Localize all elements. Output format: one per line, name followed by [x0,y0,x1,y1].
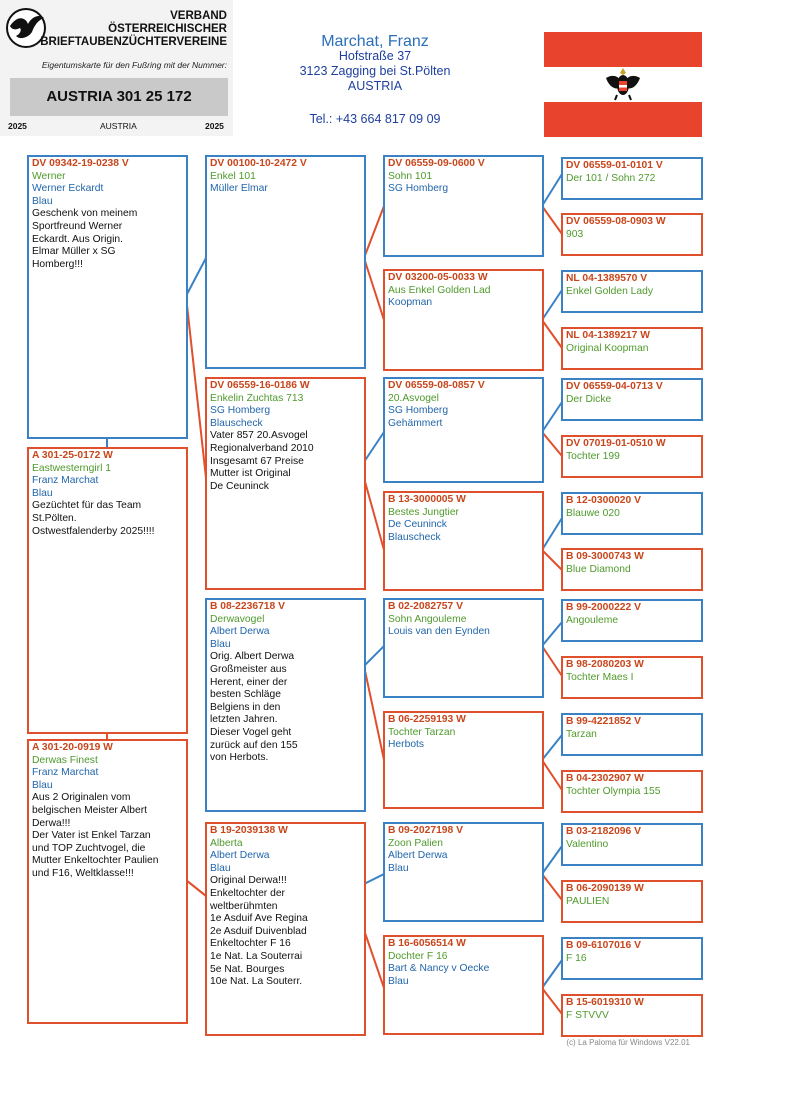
breeder: Koopman [388,297,433,309]
pedigree-granddam-paternal[interactable] [205,377,366,590]
breeder: Albert Derwa [210,626,270,638]
pedigree-gen4-6[interactable] [561,435,703,478]
breeder: Werner Eckardt [32,183,104,195]
pedigree-granddam-maternal[interactable] [205,822,366,1036]
feather-color: Blauscheck [388,531,441,543]
bird-name: Enkel 101 [210,170,256,182]
pedigree-gen3-2[interactable] [383,269,544,371]
ring-number: DV 07019-01-0510 W [566,438,666,449]
bird-name: F STVVV [566,1009,609,1021]
bird-name: Tarzan [566,728,597,740]
breeder: Franz Marchat [32,475,99,487]
copyright-notice: (c) La Paloma für Windows V22.01 [566,1038,690,1047]
ring-number: DV 09342-19-0238 V [32,158,129,169]
feather-color: Blau [32,779,53,791]
ring-number: DV 06559-08-0903 W [566,216,666,227]
ring-number: B 98-2080203 W [566,659,644,670]
pedigree-dam[interactable] [27,739,188,1024]
bird-name: Derwavogel [210,613,265,625]
pedigree-gen4-7[interactable] [561,492,703,535]
pedigree-gen4-2[interactable] [561,213,703,256]
ring-number: B 06-2090139 W [566,883,644,894]
ring-number: B 15-6019310 W [566,997,644,1008]
ring-number: B 13-3000005 W [388,494,466,505]
bird-name: PAULIEN [566,895,610,907]
ring-number: DV 06559-08-0857 V [388,380,485,391]
pedigree-grandsire-paternal[interactable] [205,155,366,369]
ring-number: B 02-2082757 V [388,601,463,612]
pedigree-grandsire-maternal[interactable] [205,598,366,812]
bird-name: Aus Enkel Golden Lad [388,284,491,296]
ring-number: B 12-0300020 V [566,495,641,506]
bird-notes: Aus 2 Originalen vom belgischen Meister Albert Derwa!!! Der Vater ist Enkel Tarzan und TOP Zuchtvogel, die Mutter Enkeltochter Paulien und F16, Weltklasse!!! [32,792,159,879]
feather-color: Blau [32,195,53,207]
bird-name: Angouleme [566,614,619,626]
bird-notes: Vater 857 20.Asvogel Regionalverband 2010 Insgesamt 67 Preise Mutter ist Original De Ceuninck [210,430,314,492]
ring-number: NL 04-1389217 W [566,330,650,341]
pedigree-gen4-8[interactable] [561,548,703,591]
bird-name: Tochter Olympia 155 [566,785,661,797]
pedigree-gen3-4[interactable] [383,491,544,591]
breeder: Franz Marchat [32,767,99,779]
bird-name: Alberta [210,837,243,849]
bird-name: Valentino [566,838,609,850]
bird-notes: Geschenk von meinem Sportfreund Werner Eckardt. Aus Origin. Elmar Müller x SG Homberg!!! [32,208,138,270]
owner-phone: Tel.: +43 664 817 09 09 [309,112,441,126]
feather-color: Gehämmert [388,417,443,429]
bird-name: 903 [566,228,584,240]
association-line-2: ÖSTERREICHISCHER [108,23,227,35]
ring-number: DV 06559-16-0186 W [210,380,310,391]
pedigree-gen4-10[interactable] [561,656,703,699]
feather-color: Blau [388,862,409,874]
feather-color: Blau [388,975,409,987]
bird-name: Bestes Jungtier [388,506,459,518]
bird-name: Enkel Golden Lady [566,285,654,297]
ring-number: A 301-25-0172 W [32,450,113,461]
bird-name: Tochter Maes I [566,671,634,683]
bird-name: Blue Diamond [566,563,631,575]
pedigree-gen3-8[interactable] [383,935,544,1035]
pedigree-gen4-14[interactable] [561,880,703,923]
bird-name: Enkelin Zuchtas 713 [210,392,304,404]
country-label: AUSTRIA [100,121,137,131]
pedigree-gen4-12[interactable] [561,770,703,813]
pedigree-gen4-9[interactable] [561,599,703,642]
pedigree-gen4-11[interactable] [561,713,703,756]
owner-street: Hofstraße 37 [338,49,412,63]
bird-notes: Orig. Albert Derwa Großmeister aus Herent, einer der besten Schläge Belgiens in den letzten Jahren. Dieser Vogel geht zurück auf den 155 von Herbots. [210,651,298,764]
bird-name: Blauwe 020 [566,507,620,519]
ring-number: DV 06559-09-0600 V [388,158,485,169]
pedigree-gen4-15[interactable] [561,937,703,980]
pedigree-gen4-5[interactable] [561,378,703,421]
bird-name: Der Dicke [566,393,612,405]
breeder: Herbots [388,739,425,751]
pedigree-gen4-1[interactable] [561,157,703,200]
pedigree-gen4-16[interactable] [561,994,703,1037]
breeder: Bart & Nancy v Oecke [388,963,490,975]
owner-city: 3123 Zagging bei St.Pölten [299,64,451,78]
bird-name: Sohn 101 [388,170,433,182]
year-left: 2025 [8,121,27,131]
ownership-caption: Eigentumskarte für den Fußring mit der Nummer: [41,60,227,70]
ring-number: B 06-2259193 W [388,714,466,725]
year-right: 2025 [205,121,224,131]
breeder: Louis van den Eynden [388,626,490,638]
bird-name: Sohn Angouleme [388,613,467,625]
ring-number: NL 04-1389570 V [566,273,648,284]
feather-color: Blau [210,862,231,874]
ring-number: B 08-2236718 V [210,601,285,612]
feather-color: Blau [210,638,231,650]
owner-country: AUSTRIA [347,79,403,93]
bird-name: Eastwesterngirl 1 [32,462,111,474]
feather-color: Blauscheck [210,417,263,429]
bird-name: Dochter F 16 [388,950,448,962]
pedigree-gen3-6[interactable] [383,711,544,809]
pedigree-gen4-3[interactable] [561,270,703,313]
bird-notes: Original Derwa!!! Enkeltochter der weltberühmten 1e Asduif Ave Regina 2e Asduif Duivenblad Enkeltochter F 16 1e Nat. La Souterrai 5e Nat. Bourges 10e Nat. La Souterr. [210,875,308,988]
ring-number: DV 06559-04-0713 V [566,381,663,392]
ring-number: B 09-6107016 V [566,940,641,951]
bird-name: 20.Asvogel [388,392,439,404]
ring-number: DV 06559-01-0101 V [566,160,663,171]
bird-name: Original Koopman [566,342,649,354]
bird-name: Tochter Tarzan [388,726,456,738]
ring-number: A 301-20-0919 W [32,742,113,753]
pedigree-gen3-3[interactable] [383,377,544,483]
feather-color: Blau [32,487,53,499]
breeder: SG Homberg [388,405,449,417]
ring-number: B 16-6056514 W [388,938,466,949]
ring-number: DV 00100-10-2472 V [210,158,307,169]
pedigree-sire[interactable] [27,155,188,439]
pedigree-gen4-13[interactable] [561,823,703,866]
pedigree-gen4-4[interactable] [561,327,703,370]
ring-number: B 19-2039138 W [210,825,288,836]
bird-name: Werner [32,170,66,182]
ring-number: B 03-2182096 V [566,826,641,837]
ring-number: B 09-2027198 V [388,825,463,836]
pedigree-subject[interactable] [27,447,188,734]
breeder: SG Homberg [210,405,271,417]
bird-name: Der 101 / Sohn 272 [566,172,656,184]
bird-name: F 16 [566,952,587,964]
bird-notes: Gezüchtet für das Team St.Pölten. Ostwestfalenderby 2025!!!! [32,500,155,537]
bird-name: Tochter 199 [566,450,620,462]
ring-number: DV 03200-05-0033 W [388,272,488,283]
ring-number: B 09-3000743 W [566,551,644,562]
pedigree-gen3-5[interactable] [383,598,544,698]
bird-name: Zoon Palien [388,837,443,849]
association-line-3: BRIEFTAUBENZÜCHTERVEREINE [40,36,227,48]
ring-number: AUSTRIA 301 25 172 [10,78,228,116]
bird-name: Derwas Finest [32,754,98,766]
breeder: Albert Derwa [388,850,448,862]
breeder: Albert Derwa [210,850,270,862]
owner-name: Marchat, Franz [321,33,429,50]
ring-number: B 99-4221852 V [566,716,641,727]
breeder: De Ceuninck [388,519,447,531]
pedigree-gen3-7[interactable] [383,822,544,922]
ring-number: B 99-2000222 V [566,602,641,613]
ring-number: B 04-2302907 W [566,773,644,784]
breeder: Müller Elmar [210,183,268,195]
breeder: SG Homberg [388,183,449,195]
pedigree-gen3-1[interactable] [383,155,544,257]
association-line-1: VERBAND [170,10,227,22]
